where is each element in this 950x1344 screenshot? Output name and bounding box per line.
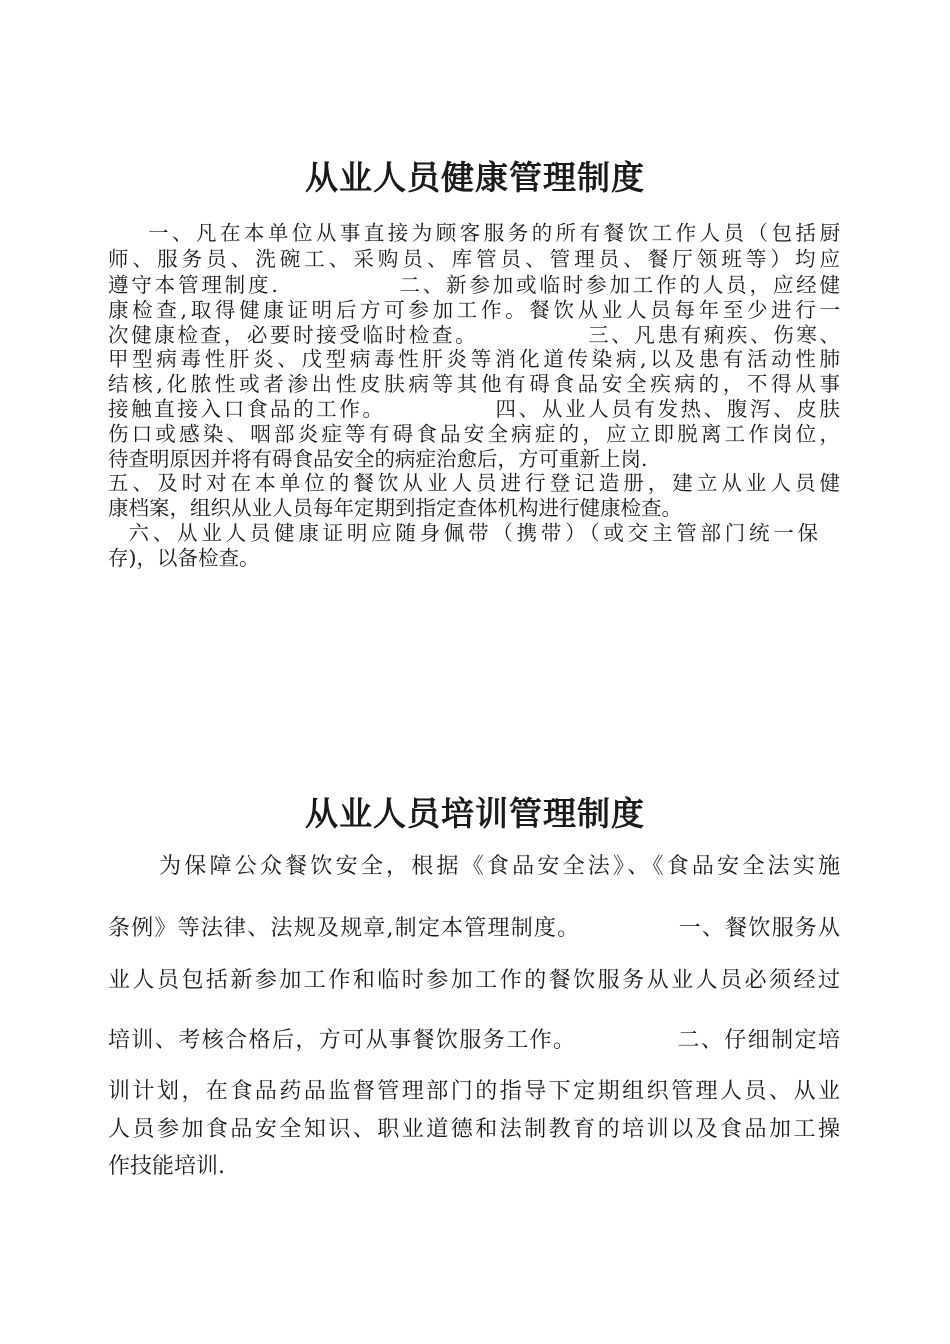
health-line-12: 康档案，组织从业人员每年定期到指定查体机构进行健康检查。 (108, 496, 682, 520)
health-line-6: 甲型病毒性肝炎、戊型病毒性肝炎等消化道传染病,以及患有活动性肺 (108, 347, 840, 371)
health-line-9: 伤口或感染、咽部炎症等有碍食品安全病症的，应立即脱离工作岗位， (108, 422, 840, 446)
health-line-14: 存)，以备检查。 (108, 546, 260, 570)
health-line-1: 一、凡在本单位从事直接为顾客服务的所有餐饮工作人员（包括厨 (108, 221, 840, 245)
health-line-5: 次健康检查，必要时接受临时检查。 三、凡患有痢疾、伤寒、 (108, 323, 840, 347)
training-line-5: 训计划，在食品药品监督管理部门的指导下定期组织管理人员、从业 (108, 1079, 840, 1104)
training-line-4: 培训、考核合格后，方可从事餐饮服务工作。 二、仔细制定培 (108, 1028, 840, 1053)
training-policy-title: 从业人员培训管理制度 (305, 794, 645, 833)
health-line-8: 接触直接入口食品的工作。 四、从业人员有发热、腹泻、皮肤 (108, 397, 840, 421)
health-line-10: 待查明原因并将有碍食品安全的病症治愈后，方可重新上岗. (108, 447, 648, 471)
health-line-11: 五、及时对在本单位的餐饮从业人员进行登记造册，建立从业人员健 (108, 471, 840, 495)
training-line-7: 作技能培训. (108, 1154, 225, 1179)
training-line-3: 业人员包括新参加工作和临时参加工作的餐饮服务从业人员必须经过 (108, 968, 840, 993)
health-line-7: 结核,化脓性或者渗出性皮肤病等其他有碍食品安全疾病的，不得从事 (108, 372, 840, 396)
health-policy-title: 从业人员健康管理制度 (305, 158, 645, 197)
training-line-2: 条例》等法律、法规及规章,制定本管理制度。 一、餐饮服务从 (108, 916, 840, 941)
training-line-1: 为保障公众餐饮安全，根据《食品安全法》、《食品安全法实施 (108, 854, 840, 879)
health-line-4: 康检查,取得健康证明后方可参加工作。餐饮从业人员每年至少进行一 (108, 298, 840, 322)
health-line-2: 师、服务员、洗碗工、采购员、库管员、管理员、餐厅领班等）均应 (108, 247, 840, 271)
health-line-13: 六、从业人员健康证明应随身佩带（携带）（或交主管部门统一保 (108, 521, 818, 545)
training-line-6: 人员参加食品安全知识、职业道德和法制教育的培训以及食品加工操 (108, 1117, 840, 1142)
health-line-3: 遵守本管理制度. 二、新参加或临时参加工作的人员，应经健 (108, 273, 840, 297)
